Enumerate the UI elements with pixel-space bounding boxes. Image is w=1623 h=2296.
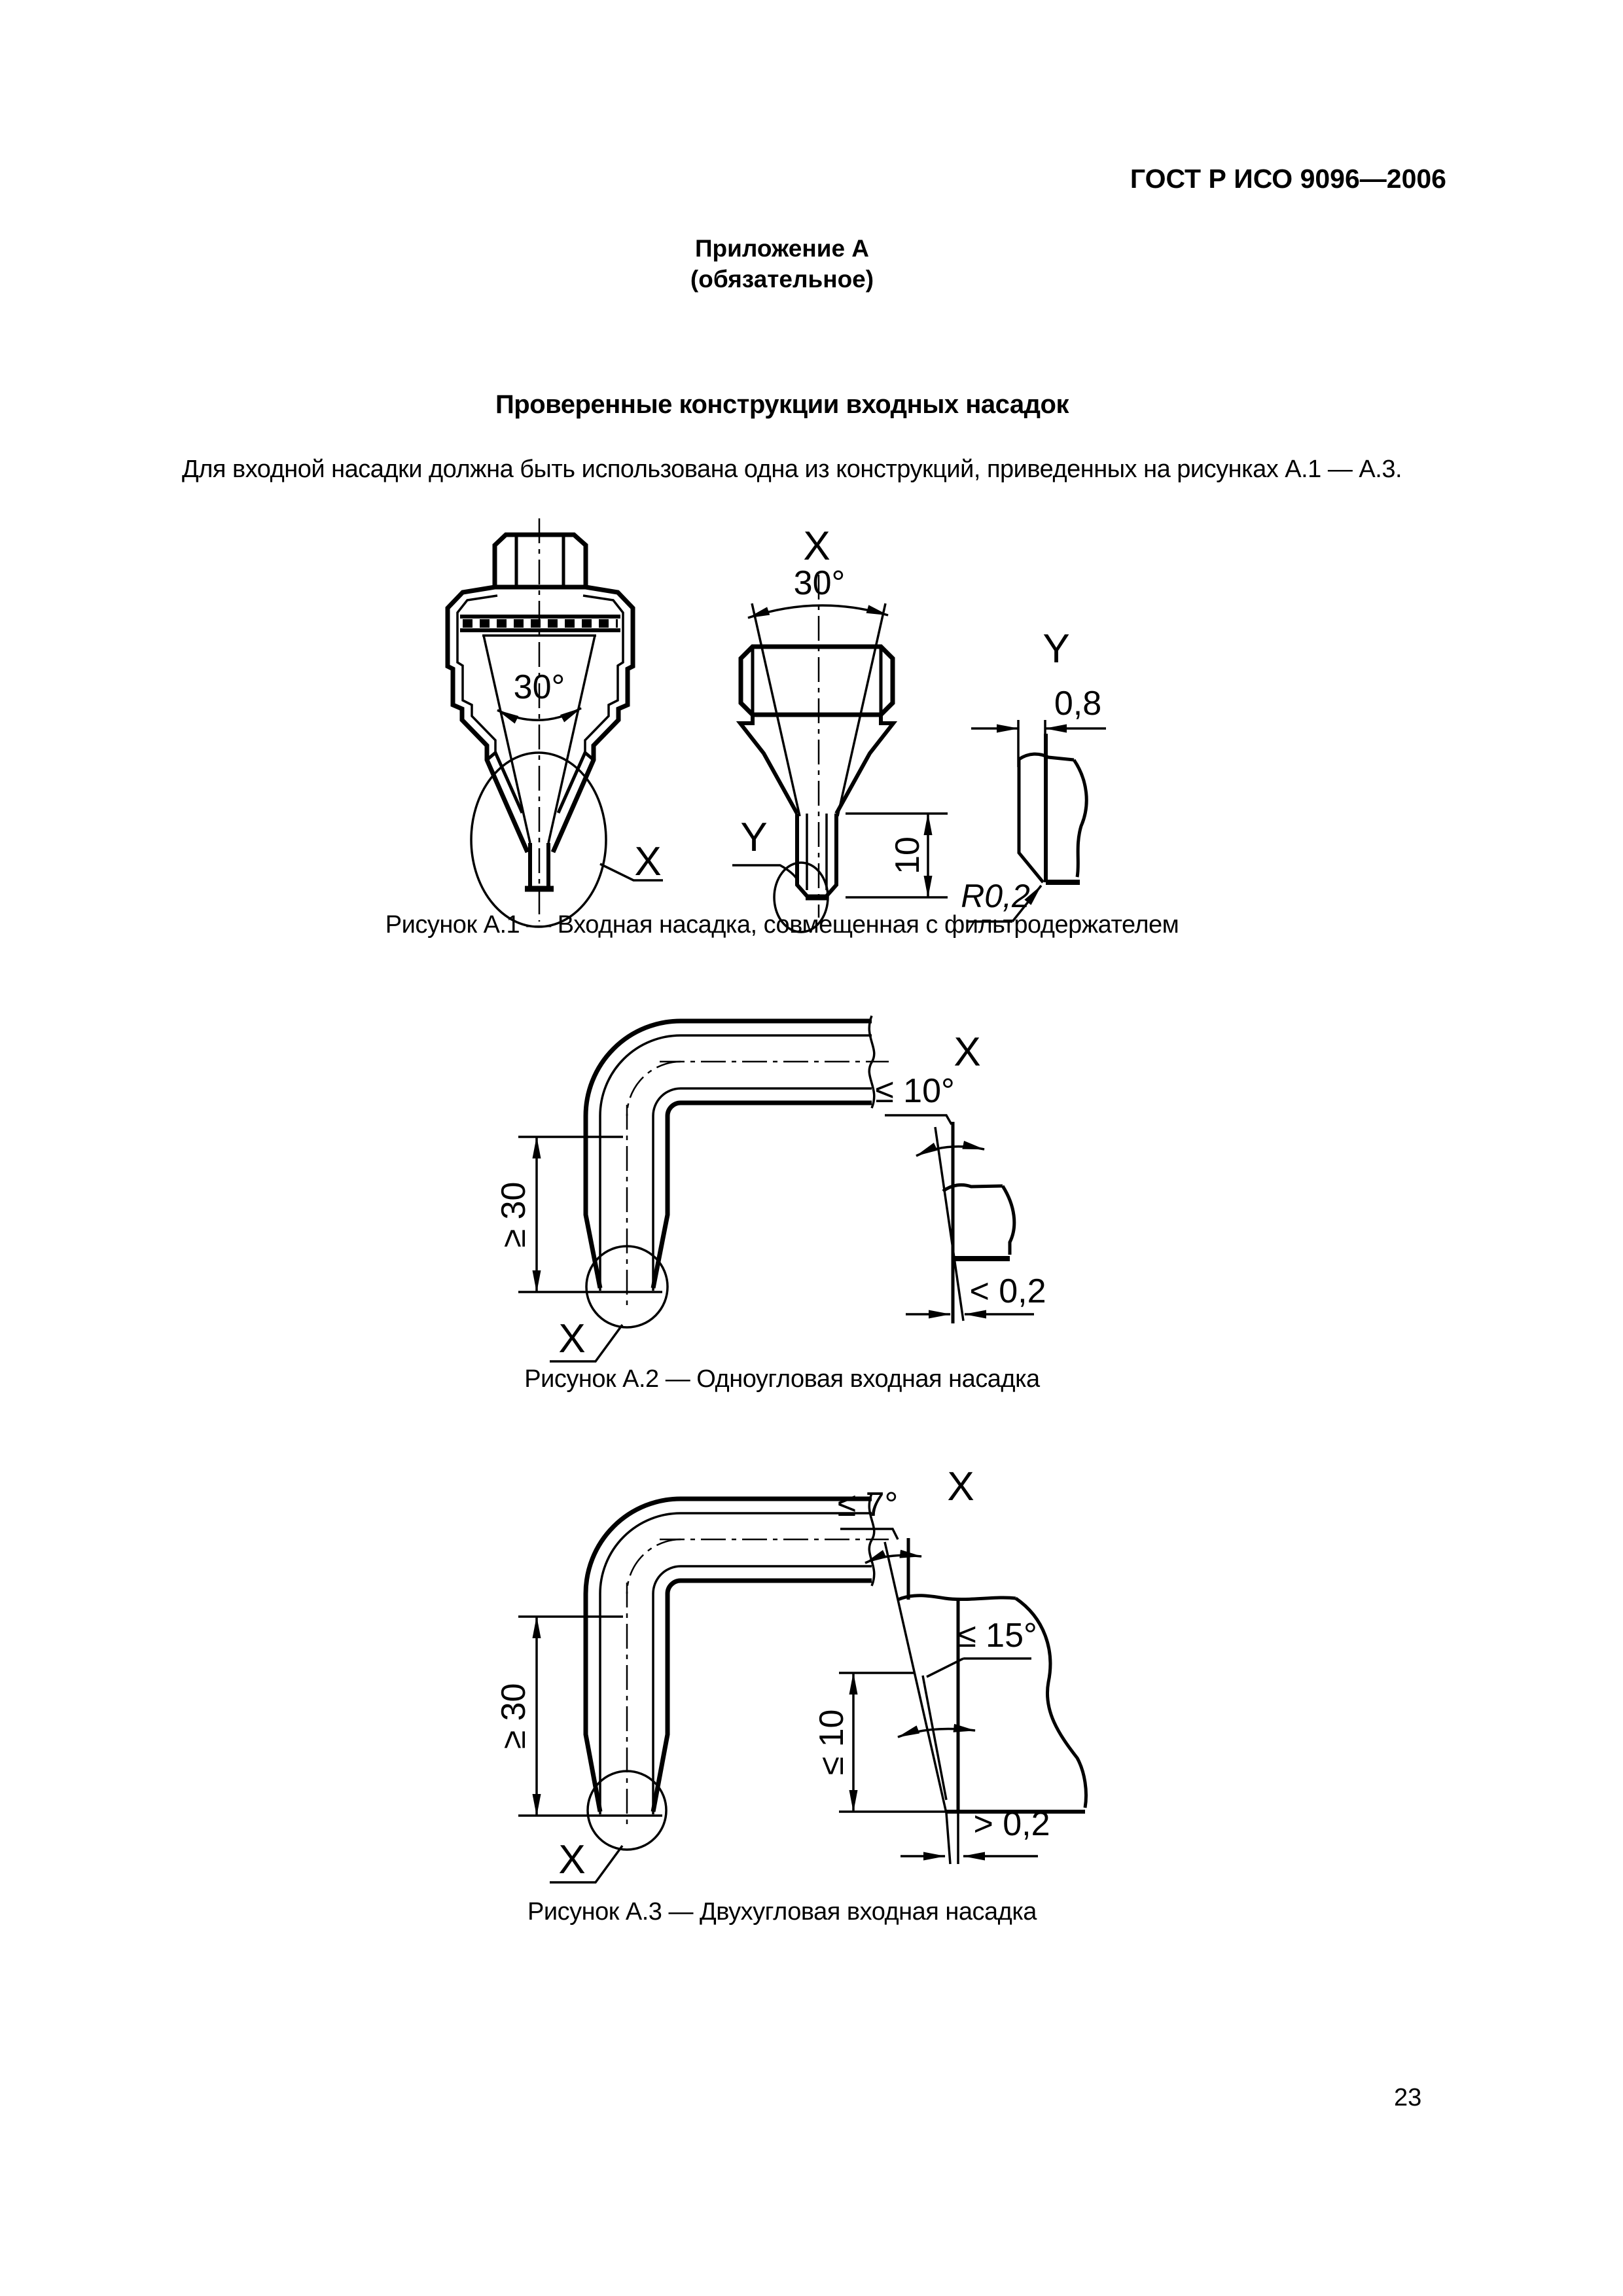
detail-x-ref-label: X [558,1316,586,1361]
appendix-title: Приложение А [694,235,870,262]
intro-paragraph: Для входной насадки должна быть использована одна из конструкций, приведенных на рисунках А.1 — А.3. [182,456,1402,483]
double-bend-nozzle-view [495,1494,889,1882]
section-heading: Проверенные конструкции входных насадок [495,390,1069,419]
detail-x-view [875,1030,1046,1323]
extension-lines [1018,720,1045,767]
detail-x-title: X [954,1030,981,1075]
inner-taper-line [923,1676,946,1800]
detail-x-ref-label: X [558,1837,586,1882]
figure-a3-drawing [497,1446,1152,1898]
single-bend-nozzle-view [495,1016,889,1361]
dim-label-max-10: ≤ 10 [813,1709,851,1776]
detail-x-title: X [947,1464,974,1509]
appendix-subtitle: (обязательное) [690,266,874,293]
appendix-heading [0,233,1564,295]
hex-fitting [495,535,586,587]
detail-x-ref-label: X [634,839,662,884]
dim-label-cone-angle: 30° [513,668,565,706]
extension-lines [518,1617,662,1816]
figure-a1-drawing [419,511,1152,942]
break-line [1074,760,1086,877]
taper-line [935,1127,963,1321]
caption-figure-a2: Рисунок А.2 — Одноугловая входная насадка [524,1365,1040,1393]
edge-profile [1019,759,1043,882]
nozzle-with-filter-holder-view [448,518,663,927]
dim-label-0-2: < 0,2 [969,1272,1046,1310]
dim-label-10: 10 [889,836,927,874]
dim-label-radius: R0,2 [961,878,1030,914]
dim-label-detail-angle: 30° [793,564,846,602]
dim-label-angle-15: ≤ 15° [957,1617,1037,1655]
dim-label-min-30: ≥ 30 [495,1181,533,1248]
caption-figure-a1: Рисунок А.1 — Входная насадка, совмещенная с фильтродержателем [385,911,1179,939]
detail-x-view [813,1464,1086,1864]
standard-code: ГОСТ Р ИСО 9096—2006 [1130,164,1446,194]
dim-label-angle-7: ≤ 7° [837,1486,899,1524]
detail-x-view [732,524,948,932]
detail-y-title: Y [1043,626,1070,672]
dim-label-angle-10: ≤ 10° [875,1072,955,1110]
dim-label-0-2: > 0,2 [973,1805,1050,1843]
figure-a2-drawing [497,995,1152,1374]
outer-taper-line [885,1542,946,1813]
break-line [1003,1186,1014,1255]
detail-y-view [961,626,1106,922]
detail-x-title: X [803,524,830,569]
detail-y-ref-label: Y [740,815,768,860]
page-number: 23 [1394,2084,1422,2111]
nozzle-cone [740,715,893,814]
caption-figure-a3: Рисунок А.3 — Двухугловая входная насадка [527,1898,1037,1926]
dim-label-min-30: ≥ 30 [495,1683,533,1749]
dim-label-0-8: 0,8 [1054,685,1102,723]
